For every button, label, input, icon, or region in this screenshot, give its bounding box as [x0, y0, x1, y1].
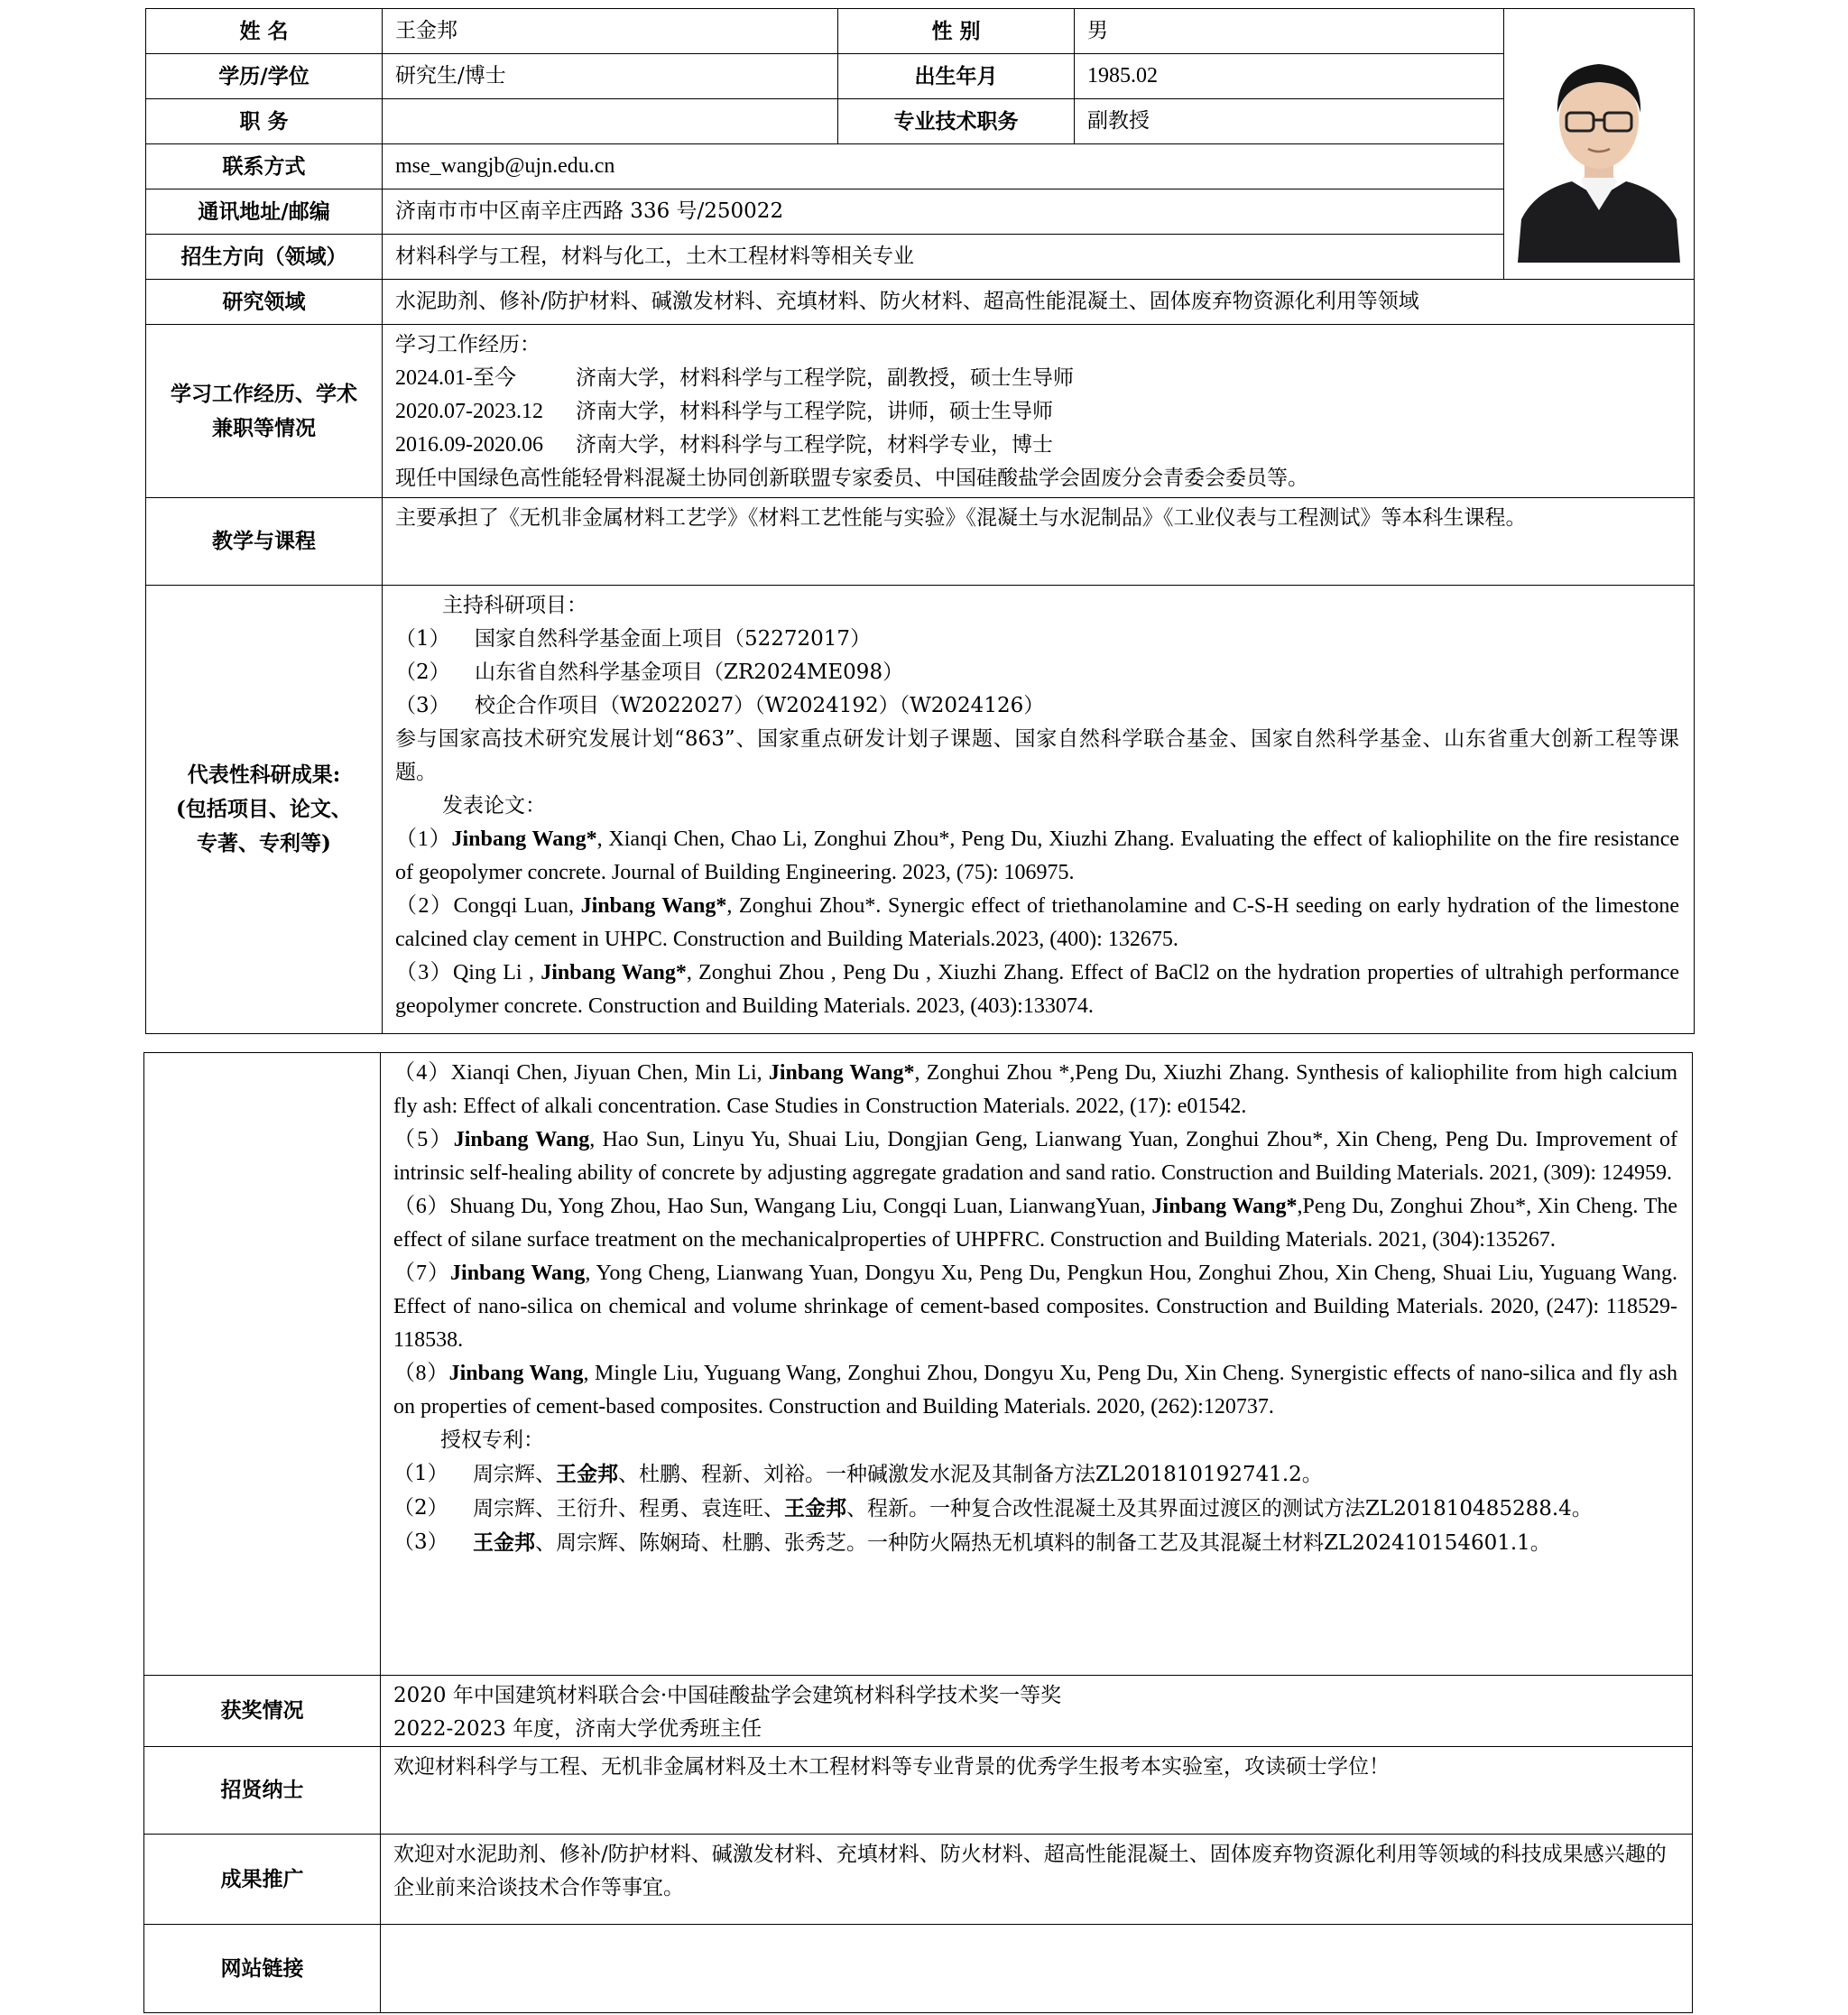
paper-item: （5）Jinbang Wang, Hao Sun, Linyu Yu, Shuai Liu, Dongjian Geng, Lianwang Yuan, Zonghui Zhou*, Xin Cheng, Peng Du. Improvement of intrinsic self-healing ability of concrete by adjusting aggregate gradation and sand ratio. Construction and Building Materials. 2021, (309): 124959. — [393, 1128, 1678, 1185]
degree-value: 研究生/博士 — [383, 54, 838, 99]
project-item: （1） 国家自然科学基金面上项目（52272017） — [395, 627, 872, 651]
enroll-label: 招生方向（领域） — [146, 235, 383, 280]
experience-heading: 学习工作经历： — [395, 333, 541, 356]
promotion-label: 成果推广 — [144, 1835, 381, 1925]
person-portrait-icon — [1509, 26, 1689, 263]
award-item: 2022-2023 年度，济南大学优秀班主任 — [393, 1717, 762, 1741]
experience-label-line1: 学习工作经历、学术 — [171, 381, 357, 406]
research-label — [146, 586, 383, 1034]
patent-item: （3） 王金邦、周宗辉、陈娴琦、杜鹏、张秀芝。一种防火隔热无机填料的制备工艺及其混凝土材料ZL202410154601.1。 — [393, 1530, 1551, 1555]
experience-item: 2020.07-2023.12 济南大学，材料科学与工程学院，讲师，硕士生导师 — [395, 400, 1053, 423]
name-value: 王金邦 — [383, 9, 838, 54]
paper-item: （7）Jinbang Wang, Yong Cheng, Lianwang Yuan, Dongyu Xu, Peng Du, Pengkun Hou, Zonghui Zhou, Xin Cheng, Shuai Liu, Yuguang Wang. Effect of nano-silica on chemical and volume shrinkage of cement-based composites. Construction and Building Materials. 2020, (247): 118529-118538. — [393, 1262, 1678, 1352]
position-label: 职 务 — [146, 99, 383, 144]
paper-item: （4）Xianqi Chen, Jiyuan Chen, Min Li, Jinbang Wang*, Zonghui Zhou *,Peng Du, Xiuzhi Zhang. Synthesis of kaliophilite from high calcium fly ash: Effect of alkali concentration. Case Studies in Construction Materials. 2022, (17): e01542. — [393, 1061, 1677, 1118]
address-value: 济南市市中区南辛庄西路 336 号/250022 — [383, 189, 1504, 235]
contact-label: 联系方式 — [146, 144, 383, 189]
gender-label: 性 别 — [838, 9, 1075, 54]
position-value — [383, 99, 838, 144]
continuation-table — [143, 1052, 1693, 2013]
birth-label: 出生年月 — [838, 54, 1075, 99]
enroll-value: 材料科学与工程，材料与化工，土木工程材料等相关专业 — [383, 235, 1504, 280]
research-continuation-label — [144, 1053, 381, 1676]
project-item: （3） 校企合作项目（W2022027）（W2024192）（W2024126） — [395, 694, 1045, 717]
teaching-label: 教学与课程 — [146, 498, 383, 586]
patent-item: （1） 周宗辉、王金邦、杜鹏、程新、刘裕。一种碱激发水泥及其制备方法ZL201810192741.2。 — [393, 1462, 1323, 1486]
title-value: 副教授 — [1075, 99, 1504, 144]
research-label-line1: 代表性科研成果: — [187, 763, 341, 787]
research-label-line2: (包括项目、论文、 — [176, 797, 352, 821]
experience-cell — [383, 325, 1695, 498]
website-link[interactable] — [381, 1925, 1693, 2013]
contact-email: mse_wangjb@ujn.edu.cn — [383, 144, 1504, 189]
name-label: 姓 名 — [146, 9, 383, 54]
research-cell-part2 — [381, 1053, 1693, 1676]
paper-item: （1）Jinbang Wang*, Xianqi Chen, Chao Li, Zonghui Zhou*, Peng Du, Xiuzhi Zhang. Evaluating the effect of kaliophilite on the fire resistance of geopolymer concrete. Journal of Building Engineering. 2023, (75): 106975. — [395, 827, 1680, 884]
address-label: 通讯地址/邮编 — [146, 189, 383, 235]
paper-item: （6）Shuang Du, Yong Zhou, Hao Sun, Wangang Liu, Congqi Luan, LianwangYuan, Jinbang Wang*,Peng Du, Zonghui Zhou*, Xin Cheng. The effect of silane surface treatment on the mechanicalproperties of UHPFRC. Construction and Building Materials. 2021, (304):135267. — [393, 1195, 1678, 1252]
gender-value: 男 — [1075, 9, 1504, 54]
paper-item: （8）Jinbang Wang, Mingle Liu, Yuguang Wang, Zonghui Zhou, Dongyu Xu, Peng Du, Xin Cheng. Synergistic effects of nano-silica and fly ash on properties of cement-based composites. Construction and Building Materials. 2020, (262):120737. — [393, 1362, 1678, 1419]
papers-heading: 发表论文： — [442, 794, 546, 818]
patents-heading: 授权专利： — [440, 1428, 544, 1452]
experience-extra: 现任中国绿色高性能轻骨料混凝土协同创新联盟专家委员、中国硅酸盐学会固废分会青委会委员等。 — [395, 467, 1308, 490]
awards-label: 获奖情况 — [144, 1676, 381, 1747]
field-value: 水泥助剂、修补/防护材料、碱激发材料、充填材料、防火材料、超高性能混凝土、固体废弃物资源化利用等领域 — [383, 280, 1695, 325]
recruit-text: 欢迎材料科学与工程、无机非金属材料及土木工程材料等专业背景的优秀学生报考本实验室，攻读硕士学位！ — [381, 1747, 1693, 1835]
portrait-photo — [1504, 26, 1694, 263]
paper-item: （2）Congqi Luan, Jinbang Wang*, Zonghui Zhou*. Synergic effect of triethanolamine and C-S-H seeding on early hydration of the limestone calcined clay cement in UHPC. Construction and Building Materials.2023, (400): 132675. — [395, 894, 1679, 951]
experience-item: 2024.01-至今 济南大学，材料科学与工程学院，副教授，硕士生导师 — [395, 366, 1074, 390]
awards-cell — [381, 1676, 1693, 1747]
patent-item: （2） 周宗辉、王衍升、程勇、袁连旺、王金邦、程新。一种复合改性混凝土及其界面过渡区的测试方法ZL201810485288.4。 — [393, 1496, 1593, 1520]
award-item: 2020 年中国建筑材料联合会·中国硅酸盐学会建筑材料科学技术奖一等奖 — [393, 1684, 1062, 1707]
photo-cell — [1504, 9, 1695, 280]
experience-label — [146, 325, 383, 498]
research-cell-part1 — [383, 586, 1695, 1034]
project-item: （2） 山东省自然科学基金项目（ZR2024ME098） — [395, 661, 904, 684]
research-label-line3: 专著、专利等) — [197, 831, 331, 855]
degree-label: 学历/学位 — [146, 54, 383, 99]
projects-heading: 主持科研项目： — [442, 594, 587, 617]
website-label: 网站链接 — [144, 1925, 381, 2013]
experience-item: 2016.09-2020.06 济南大学，材料科学与工程学院，材料学专业，博士 — [395, 433, 1053, 457]
experience-label-line2: 兼职等情况 — [212, 415, 316, 440]
title-label: 专业技术职务 — [838, 99, 1075, 144]
birth-value: 1985.02 — [1075, 54, 1504, 99]
participation-text: 参与国家高技术研究发展计划“863”、国家重点研发计划子课题、国家自然科学联合基金、国家自然科学基金、山东省重大创新工程等课题。 — [395, 727, 1679, 784]
promotion-text: 欢迎对水泥助剂、修补/防护材料、碱激发材料、充填材料、防火材料、超高性能混凝土、固体废弃物资源化利用等领域的科技成果感兴趣的企业前来洽谈技术合作等事宜。 — [381, 1835, 1693, 1925]
paper-item: （3）Qing Li , Jinbang Wang*, Zonghui Zhou , Peng Du , Xiuzhi Zhang. Effect of BaCl2 on the hydration properties of ultrahigh performance geopolymer concrete. Construction and Building Materials. 2023, (403):133074. — [395, 961, 1680, 1018]
field-label: 研究领域 — [146, 280, 383, 325]
teaching-text: 主要承担了《无机非金属材料工艺学》《材料工艺性能与实验》《混凝土与水泥制品》《工业仪表与工程测试》等本科生课程。 — [383, 498, 1695, 586]
recruit-label: 招贤纳士 — [144, 1747, 381, 1835]
profile-table — [145, 8, 1695, 1034]
